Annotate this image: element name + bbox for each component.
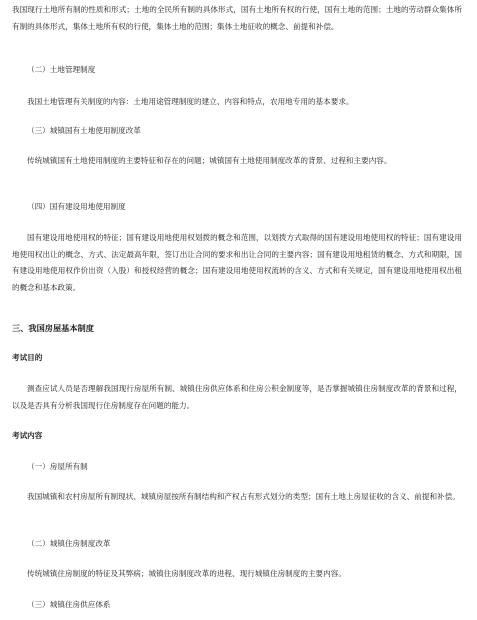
heading-urban-land-reform: （三）城镇国有土地使用制度改革 — [27, 126, 141, 135]
paragraph-land-ownership: 我国现行土地所有制的性质和形式；土地的全民所有制的具体形式，国有土地所有权的行使，国有土地的范围；土地的劳动群众集体所有制的具体形式，集体土地所有权的行使，集体土地的范围；集体土地征收的概念、前提和补偿。 — [12, 5, 462, 31]
paragraph-construction-land: 国有建设用地使用权的特征；国有建设用地使用权划拨的概念和范围，以划拨方式取得的国有建设用地使用权的特征；国有建设用地使用权出让的概念、方式、法定最高年限，签订出让合同的要求和出让合同的主要内容；国有建设用地租赁的概念、方式和期限，国有建设用地使用权作价出资（入股）和授权经营的概念；国有建设用地使用权流转的含义、方式和有关规定，国有建设用地使用权出租的概念和基本政策。 — [12, 233, 462, 292]
paragraph-land-management: 我国土地管理有关制度的内容：土地用途管理制度的建立、内容和特点，农用地专用的基本要求。 — [27, 97, 354, 106]
paragraph-housing-ownership: 我国城镇和农村房屋所有制现状、城镇房屋按所有制结构和产权占有形式划分的类型；国有土地上房屋征收的含义、前提和补偿。 — [27, 492, 460, 501]
heading-housing-supply: （三）城镇住房供应体系 — [27, 600, 111, 609]
heading-exam-purpose: 考试目的 — [12, 353, 43, 362]
heading-urban-housing-reform: （二）城镇住房制度改革 — [27, 539, 111, 548]
heading-housing-system: 三、我国房屋基本制度 — [12, 323, 94, 333]
paragraph-urban-land-reform: 传统城镇国有土地使用制度的主要特征和存在的问题；城镇国有土地使用制度改革的背景、过程和主要内容。 — [27, 156, 392, 165]
heading-construction-land: （四）国有建设用地使用制度 — [27, 202, 126, 211]
heading-housing-ownership: （一）房屋所有制 — [27, 462, 88, 471]
paragraph-urban-housing-reform: 传统城镇住房制度的特征及其弊病；城镇住房制度改革的进程、现行城镇住房制度的主要内容。 — [27, 569, 346, 578]
heading-land-management: （二）土地管理制度 — [27, 65, 96, 74]
heading-exam-content: 考试内容 — [12, 431, 43, 440]
paragraph-exam-purpose: 测查应试人员是否理解我国现行房屋所有制、城镇住房供应体系和住房公积金制度等，是否掌握城镇住房制度改革的背景和过程，以及是否具有分析我国现行住房制度存在问题的能力。 — [12, 384, 462, 410]
